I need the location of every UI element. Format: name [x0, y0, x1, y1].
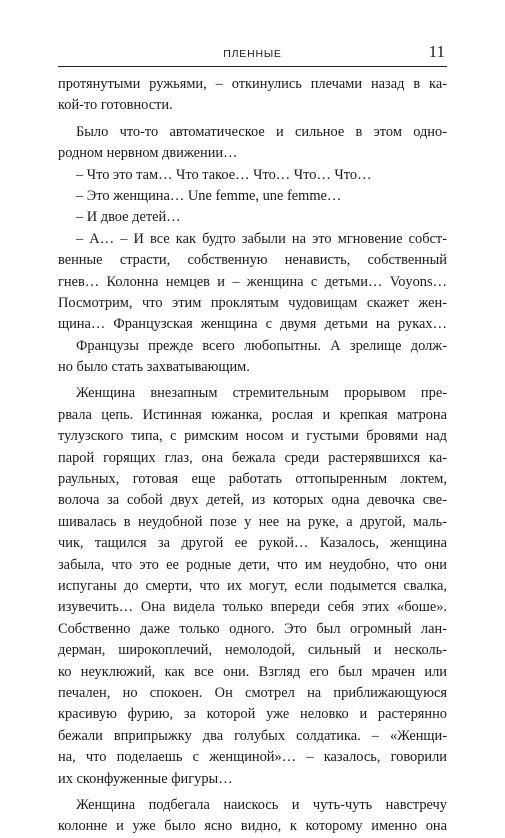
chapter-title: ПЛЕННЫЕ [223, 48, 282, 60]
text-line: гнев… Колонна немцев и – женщина с детьми… Voyons… [58, 273, 447, 290]
body-text [58, 74, 447, 838]
running-header [58, 42, 447, 67]
paragraph-first-line: Женщина подбегала наискось и чуть-чуть навстречу [76, 796, 447, 813]
text-line: венные страсти, собственную ненависть, собственный [58, 252, 447, 269]
text-line: чик, тащился за другой ее рукой… Казалось, женщина [58, 535, 447, 552]
dialogue-line: – Что это там… Что такое… Что… Что… Что… [76, 166, 372, 183]
text-line: Собственно даже только одного. Это был огромный лан- [58, 620, 447, 637]
dialogue-line: – И двое детей… [76, 209, 181, 226]
text-line: на, что поделаешь с женщиной»… – казалось, говорили [58, 749, 447, 766]
text-line: изувечить… Она видела только впереди себя этих «боше». [58, 599, 447, 616]
text-line: бежали вприпрыжку два голубых солдатика. – «Женщи- [58, 727, 447, 744]
paragraph-first-line: Было что-то автоматическое и сильное в этом одно- [76, 123, 447, 140]
text-line: красивую фурию, за которой уже неловко и растерянно [58, 706, 447, 723]
text-line: колонне и уже было ясно видно, к которому именно она [58, 818, 447, 835]
text-line: Посмотрим, что этим проклятым чудовищам скажет жен- [58, 294, 447, 311]
dialogue-line: – А… – И все как будто забыли на это мгновение собст- [76, 230, 447, 247]
paragraph-first-line: Французы прежде всего любопытны. А зрелище долж- [76, 337, 447, 354]
dialogue-line: – Это женщина… Une femme, une femme… [76, 187, 342, 204]
text-line: родном нервном движении… [58, 145, 238, 162]
text-line: ко неуклюжий, как все они. Взгляд его был мрачен или [58, 663, 447, 680]
text-line: протянутыми ружьями, – откинулись плечами назад в ка- [58, 76, 447, 92]
text-line: раульных, готовая еще работать оттопыренным локтем, [58, 471, 447, 488]
text-line: печален, но спокоен. Он смотрел на приближающуюся [58, 684, 447, 701]
page-number: 11 [428, 42, 445, 61]
text-line: шивалась в неудобной позе у нее на руке, а другой, маль- [58, 513, 447, 530]
text-line: тулузского типа, с римским носом и густыми бровями над [58, 428, 447, 445]
text-line: забыла, что это ее родные дети, что им неудобно, что они [58, 556, 447, 573]
text-line: дерман, широкоплечий, немолодой, сильный и несколь- [58, 642, 447, 659]
text-line: щина… Французская женщина с двумя детьми на руках… [58, 316, 447, 333]
text-line: парой горящих глаз, она бежала среди растерявшихся ка- [58, 449, 447, 466]
text-line: их сконфуженные фигуры… [58, 770, 233, 787]
text-line: но было стать захватывающим. [58, 359, 250, 376]
text-line: рвала цепь. Истинная южанка, рослая и крепкая матрона [58, 406, 447, 423]
paragraph-first-line: Женщина внезапным стремительным прорывом пре- [76, 385, 447, 402]
text-line: кой-то готовности. [58, 97, 173, 114]
text-line: волоча за собой двух детей, из которых одна девочка све- [58, 492, 447, 509]
text-line: испуганы до смерти, что их могут, если подымется свалка, [58, 577, 447, 594]
